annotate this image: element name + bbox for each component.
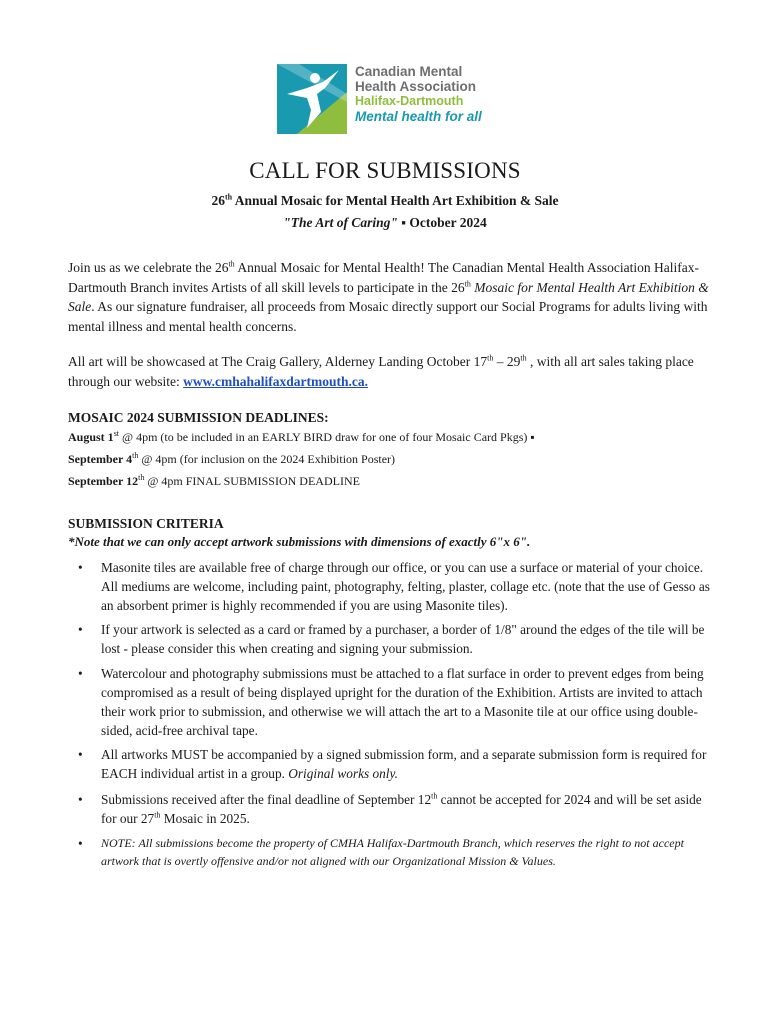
deadline-text: @ 4pm (for inclusion on the 2024 Exhibition Poster): [138, 452, 396, 466]
bullet-dot: •: [78, 747, 83, 762]
deadline-sup: th: [132, 451, 139, 460]
intro-event-name: Mosaic for Mental Health Art Exhibition & Sale: [68, 279, 709, 314]
theme-date: ▪ October 2024: [397, 215, 487, 230]
bullet-dot: •: [78, 836, 83, 851]
subtitle-num: 26: [211, 193, 225, 208]
logo-tagline: Mental health for all: [355, 109, 482, 124]
bullet-dot: •: [78, 666, 83, 681]
bullet-text: Masonite tiles are available free of charge through our office, or you can use a surface or material of your choice. All mediums are welcome, including paint, photography, felting, plaster, collage etc. (note that the use of Gesso as an absorbent primer is highly recommended if you are using Masonite tiles).: [101, 560, 710, 613]
cmha-logo-icon: [277, 64, 347, 134]
logo-text: [355, 64, 482, 124]
deadline-item: [68, 430, 535, 445]
bullet-text: If your artwork is selected as a card or framed by a purchaser, a border of 1/8" around the edges of the tile will be lost - please consider this when creating and signing your submission.: [101, 622, 705, 656]
deadline-sup: th: [138, 473, 145, 482]
subtitle-theme: [0, 215, 770, 231]
deadline-text: @ 4pm FINAL SUBMISSION DEADLINE: [144, 474, 360, 488]
bullet-text-a: Submissions received after the final deadline of September 12: [101, 792, 432, 807]
bullet-dot: •: [78, 622, 83, 637]
original-works-note: Original works only.: [288, 766, 398, 781]
dimensions-note: *Note that we can only accept artwork submissions with dimensions of exactly 6"x 6".: [68, 534, 531, 549]
bullet-text-a: All artworks MUST be accompanied by a signed submission form, and a separate submission form is required for EACH individual artist in a group.: [101, 747, 707, 781]
logo-line-1: Canadian Mental: [355, 64, 463, 79]
intro-text-a: Join us as we celebrate the 26: [68, 260, 229, 275]
subtitle-text: Annual Mosaic for Mental Health Art Exhibition & Sale: [232, 193, 559, 208]
bullet-text: [101, 745, 713, 783]
property-note: NOTE: All submissions become the property of CMHA Halifax-Dartmouth Branch, which reserves the right to not accept artwork that is overtly offensive and/or not aligned with our Organizational Mission & Values.: [101, 836, 684, 868]
intro-text-d: . As our signature fundraiser, all proceeds from Mosaic directly support our Social Programs for adults living with mental illness and mental health concerns.: [68, 299, 708, 334]
deadline-text: @ 4pm (to be included in an EARLY BIRD draw for one of four Mosaic Card Pkgs) ▪: [119, 430, 535, 444]
deadline-item: [68, 452, 395, 467]
showcase-sup-1: th: [487, 353, 494, 363]
intro-sup-1: th: [228, 259, 235, 269]
bullet-dot: •: [78, 560, 83, 575]
showcase-paragraph: [68, 352, 716, 391]
showcase-sup-2: th: [520, 353, 527, 363]
theme-title: "The Art of Caring": [283, 215, 398, 230]
logo-line-2: Health Association: [355, 79, 477, 94]
logo-line-3: Halifax-Dartmouth: [355, 94, 464, 108]
deadline-date: September 12: [68, 474, 139, 488]
subtitle-event: [0, 193, 770, 209]
cmha-logo: [277, 64, 517, 134]
bullet-text: [101, 790, 713, 828]
bullet-text-c: Mosaic in 2025.: [160, 811, 250, 826]
deadlines-heading: MOSAIC 2024 SUBMISSION DEADLINES:: [68, 410, 329, 425]
criteria-heading: SUBMISSION CRITERIA: [68, 516, 224, 531]
subtitle-sup: th: [224, 192, 233, 202]
bullet-sup-1: th: [431, 791, 438, 801]
deadline-date: August 1: [68, 430, 114, 444]
showcase-text-c: , with all art sales taking place through our website:: [68, 354, 694, 389]
bullet-text: Watercolour and photography submissions must be attached to a flat surface in order to prevent edges from being compromised as a result of being displayed upright for the duration of the Exhibition. Artists are invited to attach their work prior to submission, and otherwise we will attach the art to a Masonite tile at our office using double-sided, acid-free archival tape.: [101, 666, 704, 738]
deadline-date: September 4: [68, 452, 133, 466]
deadline-sup: st: [113, 429, 120, 438]
intro-paragraph: [68, 258, 716, 336]
showcase-text-a: All art will be showcased at The Craig Gallery, Alderney Landing October 17: [68, 354, 488, 369]
page-title: CALL FOR SUBMISSIONS: [249, 158, 521, 183]
bullet-dot: •: [78, 792, 83, 807]
showcase-text-b: – 29: [493, 354, 521, 369]
bullet-sup-2: th: [154, 810, 161, 820]
bullet-text-b: cannot be accepted for 2024 and will be set aside for our 27: [101, 792, 702, 826]
website-link[interactable]: www.cmhahalifaxdartmouth.ca.: [183, 373, 368, 389]
deadline-item: [68, 474, 360, 489]
intro-text-b: Annual Mosaic for Mental Health! The Canadian Mental Health Association Halifax-Dartmouth Branch invites Artists of all skill levels to participate in the 26: [68, 260, 699, 295]
intro-sup-2: th: [464, 279, 471, 288]
